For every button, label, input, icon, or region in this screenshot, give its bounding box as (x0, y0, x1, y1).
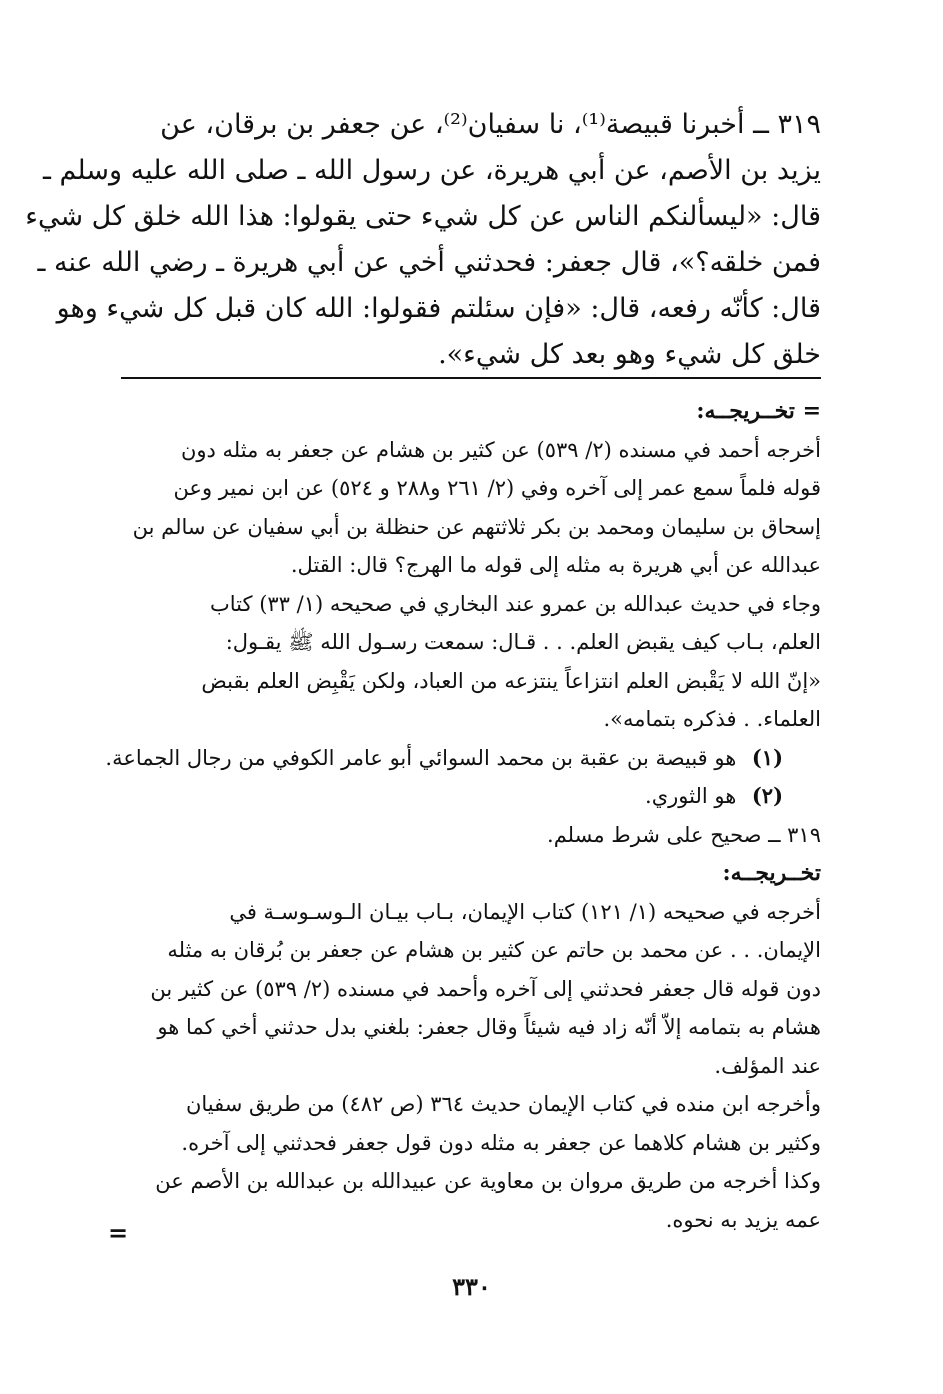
takhrij-line: وكذا أخرجه من طريق مروان بن معاوية عن عبيدالله بن عبدالله بن الأصم عن (155, 1169, 821, 1193)
hadith-line: يزيد بن الأصم، عن أبي هريرة، عن رسول الله ـ صلى الله عليه وسلم ـ (42, 155, 821, 186)
takhrij-line: عبدالله عن أبي هريرة به مثله إلى قوله ما الهرج؟ قال: القتل. (290, 553, 821, 577)
takhrij-line: هشام به بتمامه إلاّ أنّه زاد فيه شيئاً وقال جعفر: بلغني بدل حدثني أخي كما هو (157, 1015, 821, 1039)
footnote-1 (105, 739, 821, 778)
takhrij-line: العلم، بـاب كيف يقبض العلم. . . قـال: سمعت رسـول الله ﷺ يقـول: (225, 630, 821, 654)
footnote-text: هو قبيصة بن عقبة بن محمد السوائي أبو عامر الكوفي من رجال الجماعة. (105, 745, 737, 770)
takhrij-line: إسحاق بن سليمان ومحمد بن بكر ثلاثتهم عن حنظلة بن أبي سفيان عن سالم بن (132, 514, 821, 539)
takhrij-line: وكثير بن هشام كلاهما عن جعفر به مثله دون قول جعفر فحدثني إلى آخره. (181, 1130, 821, 1155)
takhrij-line: وجاء في حديث عبدالله بن عمرو عند البخاري في صحيحه (١/ ٣٣) كتاب (210, 591, 821, 616)
hadith-line: قال: كأنّه رفعه، قال: «فإن سئلتم فقولوا: الله كان قبل كل شيء وهو (56, 293, 821, 324)
takhrij-line: عمه يزيد به نحوه. (665, 1207, 821, 1232)
hadith-text (25, 102, 821, 378)
hadith-grade: ٣١٩ ــ صحيح على شرط مسلم. (547, 822, 821, 847)
hadith-line: فمن خلقه؟»، قال جعفر: فحدثني أخي عن أبي هريرة ـ رضي الله عنه ـ (37, 247, 821, 278)
takhrij-heading: تخــريجــه: (722, 860, 821, 886)
takhrij-line: الإيمان. . . عن محمد بن حاتم عن كثير بن هشام عن جعفر بن بُرقان به مثله (167, 938, 821, 962)
takhrij-line: دون قوله قال جعفر فحدثني إلى آخره وأحمد في مسنده (٢/ ٥٣٩) عن كثير بن (150, 976, 821, 1001)
takhrij-line: عند المؤلف. (714, 1053, 821, 1078)
footnote-2 (121, 777, 821, 816)
continuation-mark: = (108, 1218, 129, 1247)
takhrij-line: العلماء. . فذكره بتمامه». (603, 707, 821, 731)
footnote-number: (٢) (751, 783, 783, 808)
hadith-line: ٣١٩ ــ أخبرنا قبيصة⁽¹⁾، نا سفيان⁽²⁾، عن جعفر بن برقان، عن (160, 109, 821, 140)
takhrij-line: أخرجه في صحيحه (١/ ١٢١) كتاب الإيمان، بـاب بيـان الـوسـوسـة في (229, 899, 821, 924)
footnote-number: (١) (751, 744, 783, 770)
takhrij-line: أخرجه أحمد في مسنده (٢/ ٥٣٩) عن كثير بن هشام عن جعفر به مثله دون (180, 437, 821, 462)
footnotes-section (105, 392, 821, 1239)
hadith-line: قال: «ليسألنكم الناس عن كل شيء حتى يقولوا: هذا الله خلق كل شيء (25, 201, 821, 232)
takhrij-line: «إنّ الله لا يَقْبض العلم انتزاعاً ينتزعه من العباد، ولكن يَقْبِض العلم بقبض (201, 668, 821, 693)
hadith-line: خلق كل شيء وهو بعد كل شيء». (438, 339, 821, 370)
page-number: ٣٣٠ (452, 1272, 491, 1301)
footnote-divider (121, 377, 821, 379)
takhrij-line: وأخرجه ابن منده في كتاب الإيمان حديث ٣٦٤ (ص ٤٨٢) من طريق سفيان (185, 1092, 821, 1116)
takhrij-line: قوله فلماً سمع عمر إلى آخره وفي (٢/ ٢٦١ و٢٨٨ و ٥٢٤) عن ابن نمير وعن (173, 476, 821, 500)
footnote-text: هو الثوري. (645, 784, 737, 808)
takhrij-heading: = تخــريجــه: (696, 398, 821, 424)
